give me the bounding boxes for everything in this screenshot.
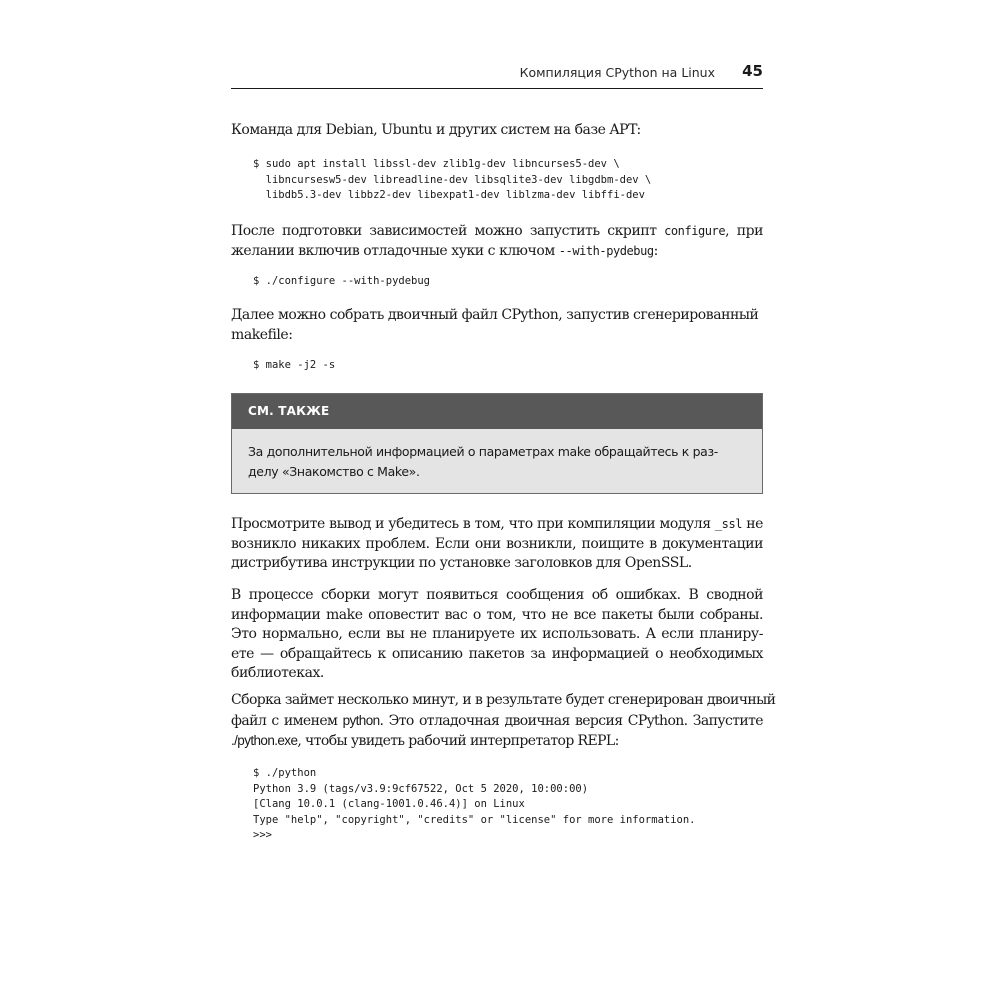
- code-line: Type "help", "copyright", "credits" or "license" for more information.: [253, 813, 696, 826]
- book-page: [231, 0, 776, 1000]
- paragraph-line: возникло никаких проблем. Если они возникли, поищите в документации: [231, 535, 763, 552]
- paragraph-configure: [231, 222, 763, 261]
- paragraph-apt-command: [231, 121, 763, 141]
- see-also-title: СМ. ТАКЖЕ: [248, 404, 330, 418]
- paragraph-line: Далее можно собрать двоичный файл CPython, запустив сгенерированный: [231, 307, 759, 323]
- see-also-text: [248, 442, 748, 481]
- code-line: libdb5.3-dev libbz2-dev libexpat1-dev liblzma-dev libffi-dev: [253, 189, 645, 201]
- see-also-box: [231, 393, 763, 494]
- paragraph-line: Сборка займет несколько минут, и в результате будет сгенерирован двоичный: [231, 692, 776, 708]
- paragraph-line: После подготовки зависимостей можно запустить скрипт configure, при: [231, 223, 763, 239]
- see-also-line: делу «Знакомство с Make».: [248, 463, 420, 479]
- code-line: >>>: [253, 829, 272, 841]
- code-block-configure: [253, 274, 430, 290]
- paragraph-line: дистрибутива инструкции по установке заголовков для OpenSSL.: [231, 555, 692, 571]
- code-line: $ ./python: [253, 767, 317, 779]
- paragraph-line: ете — обращайтесь к описанию пакетов за информацией о необходимых: [231, 645, 763, 662]
- inline-code-python-exe: ./python.exe: [231, 733, 298, 748]
- paragraph-run-repl: [231, 691, 776, 752]
- paragraph-line: файл с именем python. Это отладочная двоичная версия CPython. Запустите: [231, 712, 763, 729]
- paragraph-line: информации make оповестит вас о том, что не все пакеты были собраны.: [231, 606, 763, 623]
- code-block-make: [253, 358, 335, 374]
- inline-code-ssl: _ssl: [714, 517, 742, 531]
- code-line: $ ./configure --with-pydebug: [253, 275, 431, 287]
- code-line: Python 3.9 (tags/v3.9:9cf67522, Oct 5 2020, 10:00:00): [253, 782, 589, 795]
- paragraph-build-errors: [231, 586, 763, 684]
- paragraph-line: Просмотрите вывод и убедитесь в том, что при компиляции модуля _ssl не: [231, 516, 763, 532]
- inline-code-configure: configure: [664, 224, 726, 238]
- inline-code-with-pydebug: --with-pydebug: [558, 243, 654, 258]
- paragraph-ssl-check: [231, 515, 763, 574]
- see-also-header: [232, 394, 762, 429]
- paragraph-line: В процессе сборки могут появиться сообщения об ошибках. В сводной: [231, 587, 763, 603]
- paragraph-line: makefile:: [231, 326, 293, 343]
- paragraph-line: Это нормально, если вы не планируете их использовать. А если планиру-: [231, 626, 763, 642]
- see-also-line: За дополнительной информацией о параметрах make обращайтесь к раз-: [248, 444, 718, 459]
- paragraph-line: желании включив отладочные хуки с ключом --with-pydebug:: [231, 242, 658, 259]
- paragraph-line: библиотеках.: [231, 665, 324, 681]
- page-number: 45: [742, 62, 763, 80]
- page-header: [231, 62, 763, 89]
- code-line: libncursesw5-dev libreadline-dev libsqlite3-dev libgdbm-dev \: [253, 173, 652, 186]
- paragraph-build: [231, 306, 763, 345]
- code-block-apt-install: [253, 157, 651, 204]
- code-line: $ make -j2 -s: [253, 359, 336, 371]
- code-line: $ sudo apt install libssl-dev zlib1g-dev libncurses5-dev \: [253, 158, 620, 170]
- code-block-repl: [253, 766, 696, 844]
- code-line: [Clang 10.0.1 (clang-1001.0.46.4)] on Linux: [253, 798, 525, 810]
- running-title: Компиляция CPython на Linux: [519, 65, 715, 80]
- paragraph-line: ./python.exe, чтобы увидеть рабочий интерпретатор REPL:: [231, 733, 619, 749]
- inline-code-python: python: [342, 712, 380, 728]
- paragraph-text: Команда для Debian, Ubuntu и других систем на базе APT:: [231, 122, 641, 138]
